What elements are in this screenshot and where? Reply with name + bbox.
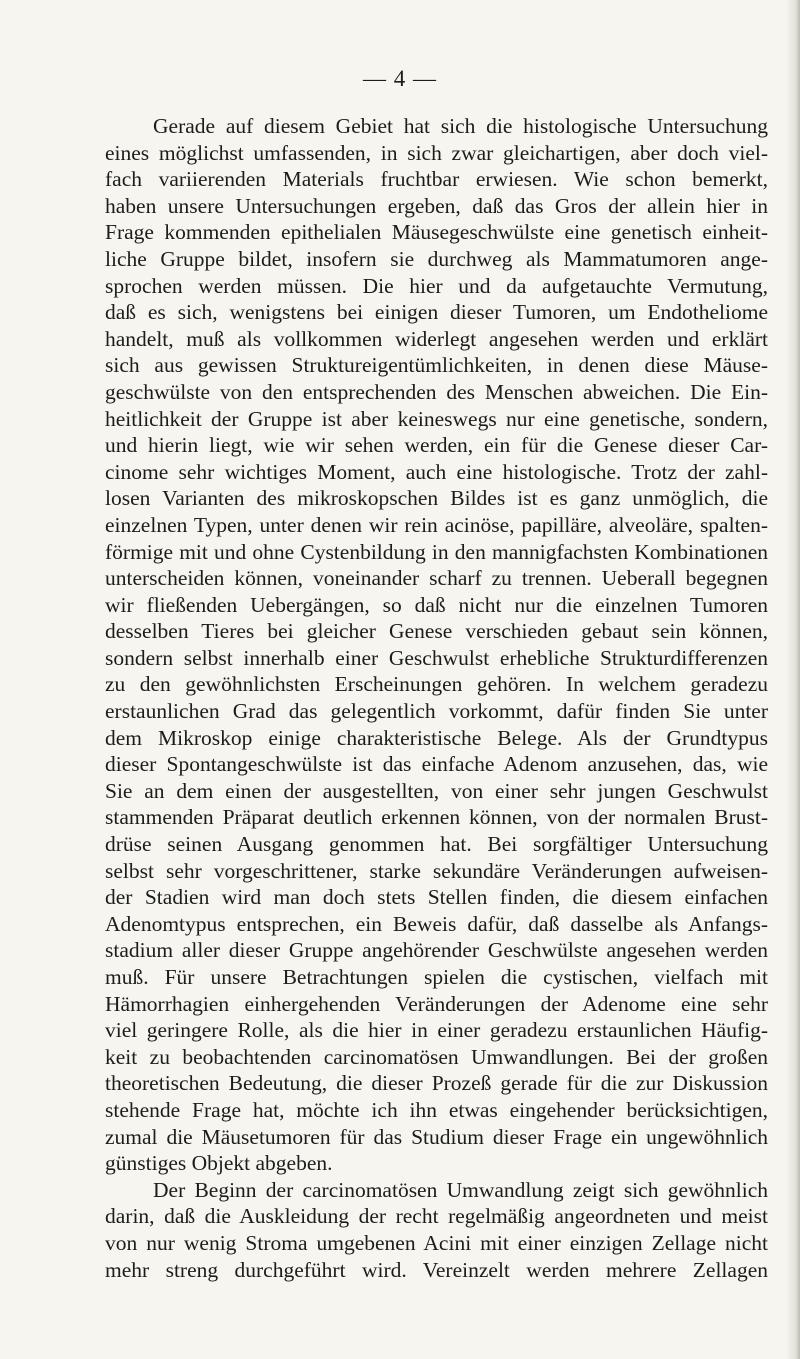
text-line: stadium aller dieser Gruppe angehörender Geschwülste angesehen werden (105, 938, 768, 963)
text-line: zumal die Mäusetumoren für das Studium dieser Frage ein ungewöhnlich (105, 1124, 768, 1149)
text-line: der Stadien wird man doch stets Stellen finden, die diesem einfachen (105, 885, 768, 910)
text-line: viel geringere Rolle, als die hier in einer geradezu erstaunlichen Häufig- (105, 1018, 768, 1043)
text-line: und hierin liegt, wie wir sehen werden, ein für die Genese dieser Car- (105, 433, 768, 458)
text-line: liche Gruppe bildet, insofern sie durchweg als Mammatumoren ange- (105, 246, 768, 271)
text-line: losen Varianten des mikroskopschen Bildes ist es ganz unmöglich, die (105, 486, 768, 511)
text-line: erstaunlichen Grad das gelegentlich vorkommt, dafür finden Sie unter (105, 699, 768, 724)
body-text (105, 113, 768, 1283)
text-line: unterscheiden können, voneinander scharf zu trennen. Ueberall begegnen (105, 566, 768, 591)
text-line: drüse seinen Ausgang genommen hat. Bei sorgfältiger Untersuchung (105, 832, 768, 857)
text-line: Sie an dem einen der ausgestellten, von einer sehr jungen Geschwulst (105, 778, 768, 803)
text-line: wir fließenden Uebergängen, so daß nicht nur die einzelnen Tumoren (105, 592, 768, 617)
text-line: daß es sich, wenigstens bei einigen dieser Tumoren, um Endotheliome (105, 300, 768, 325)
page-edge-shadow (786, 0, 800, 1359)
text-line: sondern selbst innerhalb einer Geschwulst erhebliche Strukturdifferenzen (105, 645, 768, 670)
text-line: dieser Spontangeschwülste ist das einfache Adenom anzusehen, das, wie (105, 752, 768, 777)
text-line: selbst sehr vorgeschrittener, starke sekundäre Veränderungen aufweisen- (105, 858, 768, 883)
text-line: geschwülste von den entsprechenden des Menschen abweichen. Die Ein- (105, 379, 768, 404)
text-line: sprochen werden müssen. Die hier und da aufgetauchte Vermutung, (105, 273, 768, 298)
text-line: handelt, muß als vollkommen widerlegt angesehen werden und erklärt (105, 326, 768, 351)
text-line: Frage kommenden epithelialen Mäusegeschwülste eine genetisch einheit- (105, 220, 768, 245)
text-line: theoretischen Bedeutung, die dieser Prozeß gerade für die zur Diskussion (105, 1071, 768, 1096)
text-line: förmige mit und ohne Cystenbildung in den mannigfachsten Kombinationen (105, 539, 768, 564)
text-line: darin, daß die Auskleidung der recht regelmäßig angeordneten und meist (105, 1204, 768, 1229)
text-line: muß. Für unsere Betrachtungen spielen die cystischen, vielfach mit (105, 965, 768, 989)
text-line: mehr streng durchgeführt wird. Vereinzelt werden mehrere Zellagen (105, 1257, 768, 1282)
text-line: haben unsere Untersuchungen ergeben, daß das Gros der allein hier in (105, 193, 768, 218)
text-line: keit zu beobachtenden carcinomatösen Umwandlungen. Bei der großen (105, 1044, 768, 1069)
text-line: stehende Frage hat, möchte ich ihn etwas eingehender berücksichtigen, (105, 1097, 768, 1122)
text-line: günstiges Objekt abgeben. (105, 1151, 333, 1176)
text-line: sich aus gewissen Struktureigentümlichkeiten, in denen diese Mäuse- (105, 353, 768, 378)
text-line: von nur wenig Stroma umgebenen Acini mit einer einzigen Zellage nicht (105, 1230, 768, 1255)
text-line: fach variierenden Materials fruchtbar erwiesen. Wie schon bemerkt, (105, 167, 768, 192)
text-line: Gerade auf diesem Gebiet hat sich die histologische Untersuchung (153, 114, 768, 138)
text-line: Der Beginn der carcinomatösen Umwandlung zeigt sich gewöhnlich (153, 1177, 768, 1202)
text-line: cinome sehr wichtiges Moment, auch eine histologische. Trotz der zahl- (105, 459, 768, 484)
text-line: einzelnen Typen, unter denen wir rein acinöse, papilläre, alveoläre, spalten- (105, 512, 768, 537)
text-line: Adenomtypus entsprechen, ein Beweis dafür, daß dasselbe als Anfangs- (105, 911, 768, 936)
text-line: dem Mikroskop einige charakteristische Belege. Als der Grundtypus (105, 725, 768, 750)
text-line: stammenden Präparat deutlich erkennen können, von der normalen Brust- (105, 805, 768, 830)
text-line: eines möglichst umfassenden, in sich zwar gleichartigen, aber doch viel- (105, 140, 768, 165)
text-line: heitlichkeit der Gruppe ist aber keineswegs nur eine genetische, sondern, (105, 406, 768, 431)
text-line: Hämorrhagien einhergehenden Veränderungen der Adenome eine sehr (105, 991, 768, 1016)
page-number: — 4 — (363, 66, 437, 91)
text-line: zu den gewöhnlichsten Erscheinungen gehören. In welchem geradezu (105, 672, 768, 697)
text-line: desselben Tieres bei gleicher Genese verschieden gebaut sein können, (105, 619, 768, 644)
